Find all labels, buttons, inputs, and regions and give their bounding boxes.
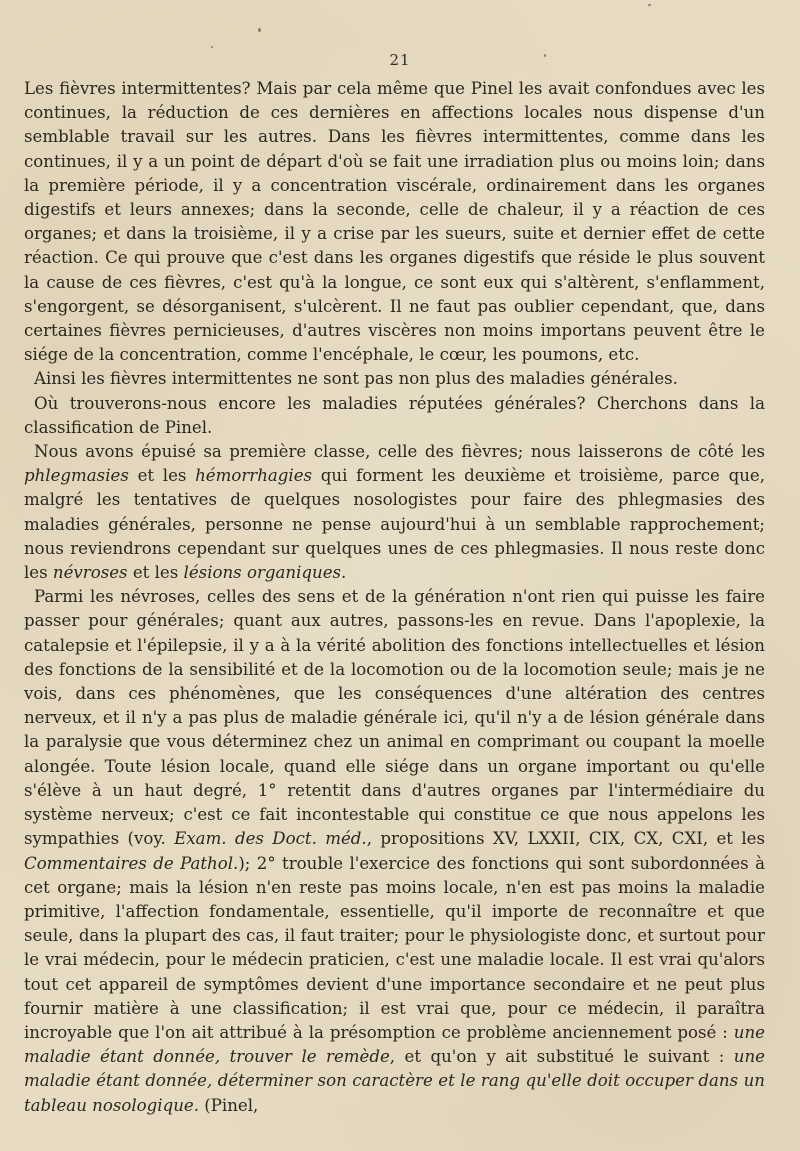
text-run: Où trouverons-nous encore les maladies réputées générales? Cherchons dans la classification de Pinel. bbox=[24, 393, 765, 437]
text-run: Nous avons épuisé sa première classe, celle des fièvres; nous laisserons de côté les bbox=[34, 442, 765, 462]
italic-run: névroses bbox=[52, 563, 128, 583]
paragraph bbox=[24, 440, 765, 585]
paragraph bbox=[24, 585, 765, 1117]
italic-run: Commentaires de Pathol. bbox=[24, 853, 239, 873]
paragraph bbox=[24, 392, 765, 440]
text-run: . bbox=[341, 563, 347, 583]
text-run: qui forment les deuxième et troisième, parce que, malgré les tentatives de quelques nosologistes pour faire des phlegmasies des maladies générales, personne ne pense aujourd'hui à un semblable rapprochement; nous reviendrons cependant sur quelques unes de ces phlegmasies. Il nous reste donc les bbox=[24, 466, 765, 583]
italic-run: phlegmasies bbox=[24, 466, 129, 486]
body-text bbox=[24, 77, 765, 1118]
text-run: et les bbox=[127, 563, 184, 583]
page-number: 21 bbox=[389, 51, 411, 69]
text-run: Ainsi les fièvres intermittentes ne sont pas non plus des maladies générales. bbox=[34, 369, 678, 389]
text-run: , propositions XV, LXXII, CIX, CX, CXI, et les bbox=[366, 829, 765, 849]
italic-run: hémorrhagies bbox=[195, 466, 313, 486]
italic-run: lésions organiques bbox=[183, 563, 342, 583]
text-run: , et qu'on y ait substitué le suivant : bbox=[389, 1047, 734, 1067]
text-run: Parmi les névroses, celles des sens et de la génération n'ont rien qui puisse les faire passer pour générales; quant aux autres, passons-les en revue. Dans l'apoplexie, la catalepsie et l'épilepsie, il y a à la vérité abolition des fonctions intellectuelles et lésion des fonctions de la sensibilité et de la locomotion ou de la locomotion seule; mais je ne vois, dans ces phénomènes, que les conséquences d'une altération des centres nerveux, et il n'y a pas plus de maladie générale ici, qu'il n'y a de lésion générale dans la paralysie que vous déterminez chez un animal en comprimant ou coupant la moelle alongée. Toute lésion locale, quand elle siége dans un organe important ou qu'elle s'élève à un haut degré, 1° retentit dans d'autres organes par l'intermédiaire du système nerveux; c'est ce fait incontestable qui constitue ce que nous appelons les sympathies (voy. bbox=[24, 587, 765, 849]
paragraph bbox=[24, 367, 765, 391]
text-run: ); 2° trouble l'exercice des fonctions qui sont subordonnées à cet organe; mais la lésion n'en reste pas moins locale, n'en est pas moins la maladie primitive, l'affection fondamentale, essentielle, qu'il importe de reconnaître et que seule, dans la plupart des cas, il faut traiter; pour le physiologiste donc, et surtout pour le vrai médecin, pour le médecin praticien, c'est une maladie locale. Il est vrai qu'alors tout cet appareil de symptômes devient d'une importance secondaire et ne peut plus fournir matière à une classification; il est vrai que, pour ce médecin, il paraîtra incroyable que l'on ait attribué à la présomption ce problème anciennement posé : bbox=[24, 853, 765, 1042]
text-run: et les bbox=[128, 466, 196, 486]
italic-run: une maladie étant donnée, déterminer son caractère et le rang qu'elle doit occuper dans un tableau nosologique bbox=[24, 1047, 765, 1115]
italic-run: une maladie étant donnée, trouver le remède bbox=[24, 1022, 765, 1067]
text-run: . (Pinel, bbox=[193, 1095, 259, 1115]
italic-run: Exam. des Doct. méd. bbox=[174, 829, 367, 849]
paragraph bbox=[24, 77, 765, 367]
text-run: Les fièvres intermittentes? Mais par cela même que Pinel les avait confondues avec les continues, la réduction de ces dernières en affections locales nous dispense d'un semblable travail sur les autres. Dans les fièvres intermittentes, comme dans les continues, il y a un point de départ d'où se fait une irradiation plus ou moins loin; dans la première période, il y a concentration viscérale, ordinairement dans les organes digestifs et leurs annexes; dans la seconde, celle de chaleur, il y a réaction de ces organes; et dans la troisième, il y a crise par les sueurs, suite et dernier effet de cette réaction. Ce qui prouve que c'est dans les organes digestifs que réside le plus souvent la cause de ces fièvres, c'est qu'à la longue, ce sont eux qui s'altèrent, s'enflamment, s'engorgent, se désorganisent, s'ulcèrent. Il ne faut pas oublier cependant, que, dans certaines fièvres pernicieuses, d'autres viscères non moins importans peuvent être le siége de la concentration, comme l'encéphale, le cœur, les poumons, etc. bbox=[24, 79, 765, 365]
